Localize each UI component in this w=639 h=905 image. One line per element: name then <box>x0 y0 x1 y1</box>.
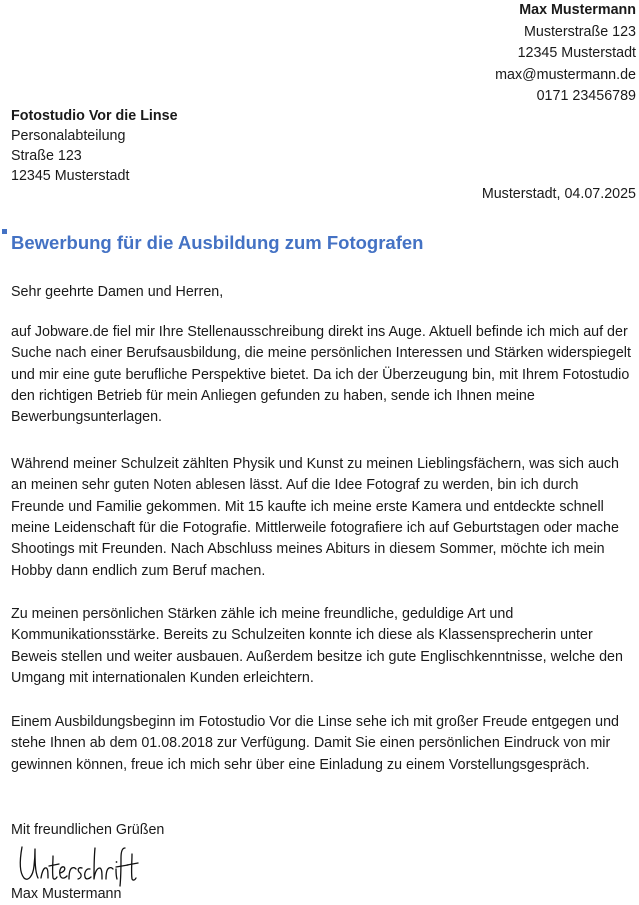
recipient-city: 12345 Musterstadt <box>11 168 130 184</box>
handwritten-signature <box>16 842 140 888</box>
sender-city: 12345 Musterstadt <box>517 45 636 61</box>
closing-phrase: Mit freundlichen Grüßen <box>11 822 165 838</box>
sender-email: max@mustermann.de <box>495 66 636 83</box>
heading-marker <box>2 229 7 234</box>
recipient-street: Straße 123 <box>11 148 82 164</box>
sender-phone: 0171 23456789 <box>536 88 636 104</box>
signer-name: Max Mustermann <box>11 886 122 902</box>
body-paragraph-3: Zu meinen persönlichen Stärken zähle ich meine freundliche, geduldige Art und Kommunikationsstärke. Bereits zu Schulzeiten konnte ich diese als Klassensprecherin unter Beweis stellen und weiter ausbauen. Außerdem besitze ich gute Englischkenntnisse, welche den Umgang mit internationalen Kunden erleichtern. <box>11 606 623 687</box>
recipient-company: Fotostudio Vor die Linse <box>11 108 178 124</box>
salutation: Sehr geehrte Damen und Herren, <box>11 284 224 300</box>
recipient-department: Personalabteilung <box>11 128 126 144</box>
sender-name: Max Mustermann <box>519 2 636 18</box>
body-paragraph-4: Einem Ausbildungsbeginn im Fotostudio Vor die Linse sehe ich mit großer Freude entgegen und stehe Ihnen ab dem 01.08.2018 zur Verfügung. Damit Sie einen persönlichen Eindruck von mir gewinnen können, freue ich mich sehr über eine Einladung zu einem Vorstellungsgespräch. <box>11 714 619 773</box>
subject-heading: Bewerbung für die Ausbildung zum Fotografen <box>11 232 424 253</box>
date-line: Musterstadt, 04.07.2025 <box>481 186 636 202</box>
sender-street: Musterstraße 123 <box>523 23 636 40</box>
sender-address-block <box>495 0 636 108</box>
body-paragraph-2: Während meiner Schulzeit zählten Physik und Kunst zu meinen Lieblingsfächern, was sich auch an meinen sehr guten Noten ablesen lässt. Auf die Idee Fotograf zu werden, bin ich durch Freunde und Familie gekommen. Mit 15 kaufte ich meine erste Kamera und entdeckte schnell meine Leidenschaft für die Fotografie. Mittlerweile fotografiere ich auf Geburtstagen oder mache Shootings mit Freunden. Nach Abschluss meines Abiturs in diesem Sommer, möchte ich mein Hobby dann endlich zum Beruf machen. <box>11 456 619 579</box>
body-paragraph-1: auf Jobware.de fiel mir Ihre Stellenausschreibung direkt ins Auge. Aktuell befinde ich mich auf der Suche nach einer Berufsausbildung, die meine persönlichen Interessen und Stärken widerspiegelt und mir eine gute berufliche Perspektive bietet. Da ich der Überzeugung bin, mit Ihrem Fotostudio den richtigen Betrieb für mein Anliegen gefunden zu haben, sende ich Ihnen meine Bewerbungsunterlagen. <box>11 324 631 426</box>
recipient-address-block <box>11 106 178 186</box>
